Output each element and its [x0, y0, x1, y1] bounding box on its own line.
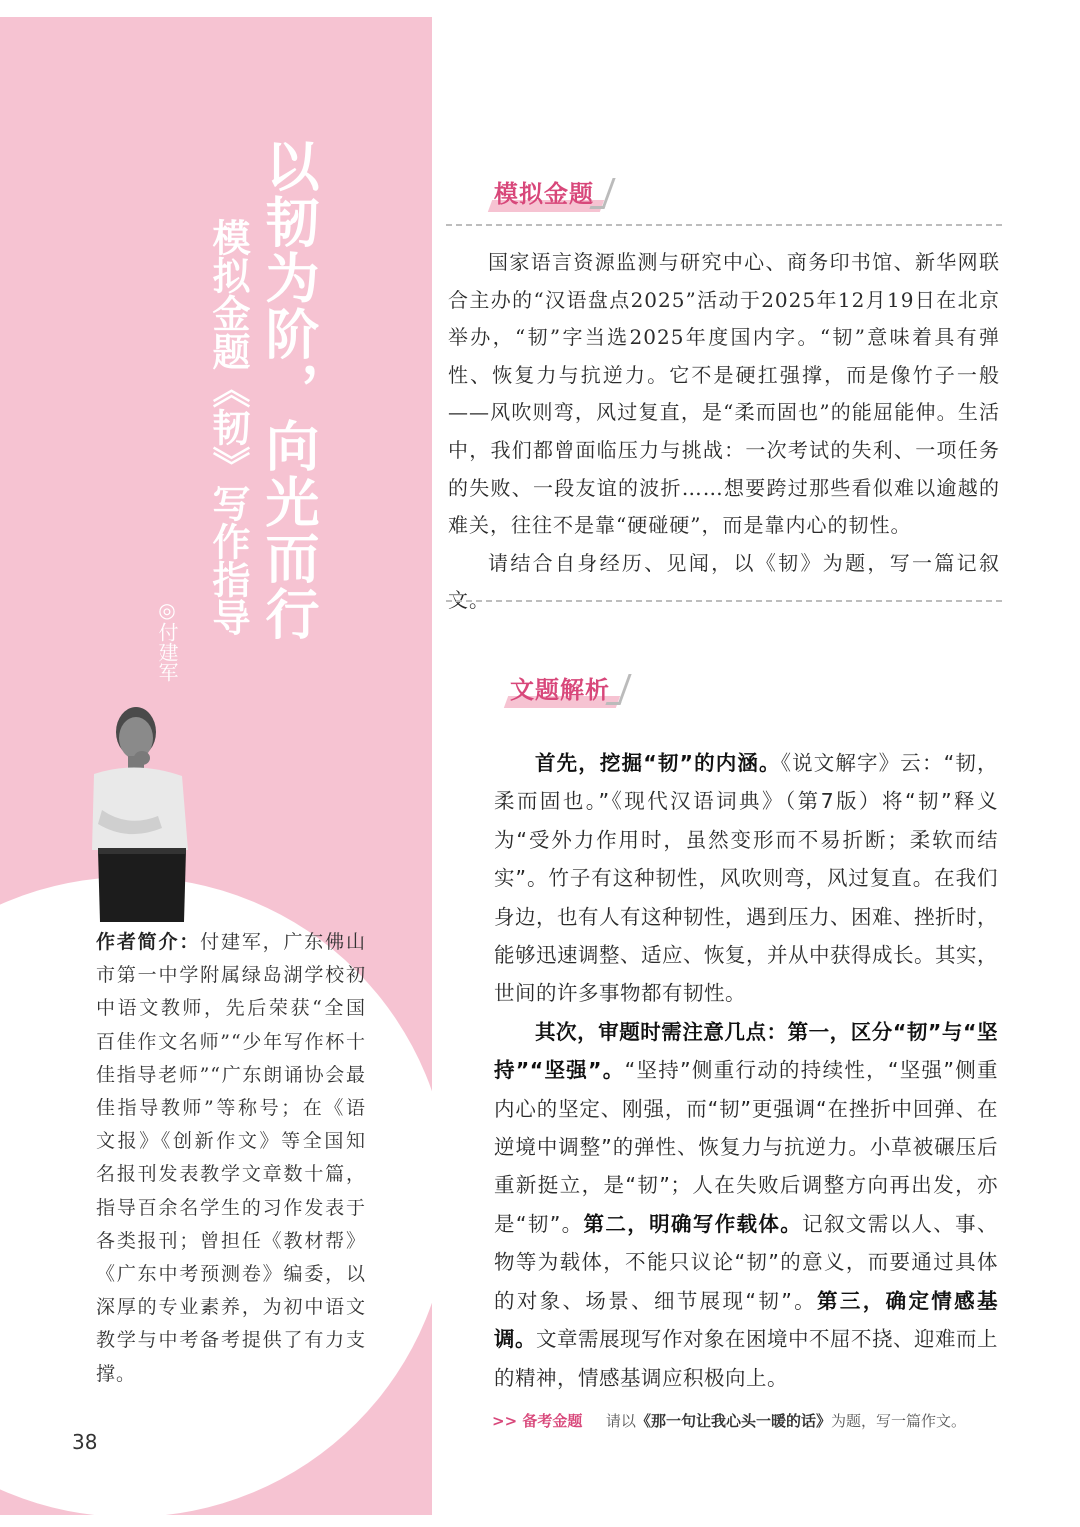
section-heading-prompt [494, 174, 594, 214]
analysis-p2-body-c: 文章需展现写作对象在困境中不屈不挠、迎难而上的精神，情感基调应积极向上。 [494, 1327, 998, 1390]
author-bio-text: 付建军，广东佛山市第一中学附属绿岛湖学校初中语文教师，先后荣获“全国百佳作文名师”“少年写作杯十佳指导老师”“广东朗诵协会最佳指导教师”等称号；在《语文报》《创新作文》等全国知名报刊发表教学文章数十篇，指导百余名学生的习作发表于各类报刊；曾担任《教材帮》《广东中考预测卷》编委，以深厚的专业素养，为初中语文教学与中考备考提供了有力支撑。 [96, 931, 366, 1385]
exam-tip-prefix: 请以 [605, 1412, 636, 1430]
article-sub-title: 模拟金题《韧》写作指导 [206, 218, 250, 636]
analysis-p1-body: 《说文解字》云：“韧，柔而固也。”《现代汉语词典》（第7版）将“韧”释义为“受外力作用时，虽然变形而不易折断；柔软而结实”。竹子有这种韧性，风吹则弯，风过复直。在我们身边，也有人有这种韧性，遇到压力、困难、挫折时，能够迅速调整、适应、恢复，并从中获得成长。其实，世间的许多事物都有韧性。 [494, 751, 998, 1006]
analysis-p1-lead: 首先，挖掘“韧”的内涵。 [535, 751, 781, 775]
divider-bottom [446, 600, 1002, 602]
section-heading-prompt-text: 模拟金题 [494, 180, 594, 208]
author-byline: ◎付建军 [155, 598, 179, 682]
section-heading-analysis [510, 670, 610, 710]
exam-tip-suffix: 为题，写一篇作文。 [830, 1412, 966, 1430]
divider-top [446, 224, 1002, 226]
author-bio [96, 926, 366, 1391]
analysis-p2-lead-b: 第二，明确写作载体。 [583, 1211, 803, 1236]
analysis-text [494, 744, 998, 1397]
analysis-p2-body-a: “坚持”侧重行动的持续性，“坚强”侧重内心的坚定、刚强，而“韧”更强调“在挫折中回弹、在逆境中调整”的弹性、恢复力与抗逆力。小草被碾压后重新挺立，是“韧”；人在失败后调整方向再出发，亦是“韧”。 [494, 1058, 999, 1236]
author-photo [88, 700, 192, 922]
article-main-title: 以韧为阶，向光而行 [257, 138, 320, 642]
section-heading-analysis-text: 文题解析 [510, 676, 610, 704]
prompt-text [448, 244, 1000, 620]
exam-tip-label: >> 备考金题 [492, 1412, 583, 1430]
prompt-paragraph: 国家语言资源监测与研究中心、商务印书馆、新华网联合主办的“汉语盘点2025”活动于2025年12月19日在北京举办，“韧”字当选2025年度国内字。“韧”意味着具有弹性、恢复力与抗逆力。它不是硬扛强撑，而是像竹子一般——风吹则弯，风过复直，是“柔而固也”的能屈能伸。生活中，我们都曾面临压力与挑战：一次考试的失利、一项任务的失败、一段友谊的波折……想要跨过那些看似难以逾越的难关，往往不是靠“硬碰硬”，而是靠内心的韧性。 [448, 250, 1000, 538]
analysis-p2-lead: 其次，审题时需注意几点：第一，区分“韧”与“坚持”“坚强”。 [494, 1019, 998, 1083]
prompt-instruction: 请结合自身经历、见闻，以《韧》为题，写一篇记叙文。 [448, 550, 1000, 613]
exam-tip [492, 1410, 1012, 1431]
analysis-p2-lead-c: 第三，确定情感基调。 [494, 1288, 998, 1352]
analysis-paragraph-2 [494, 1013, 998, 1397]
author-bio-label: 作者简介： [96, 931, 201, 953]
analysis-paragraph-1 [494, 744, 998, 1013]
exam-tip-title: 《那一句让我心头一暖的话》 [635, 1412, 831, 1430]
page-number: 38 [72, 1430, 98, 1454]
analysis-p2-body-b: 记叙文需以人、事、物等为载体，不能只议论“韧”的意义，而要通过具体的对象、场景、细节展现“韧”。 [494, 1211, 999, 1313]
